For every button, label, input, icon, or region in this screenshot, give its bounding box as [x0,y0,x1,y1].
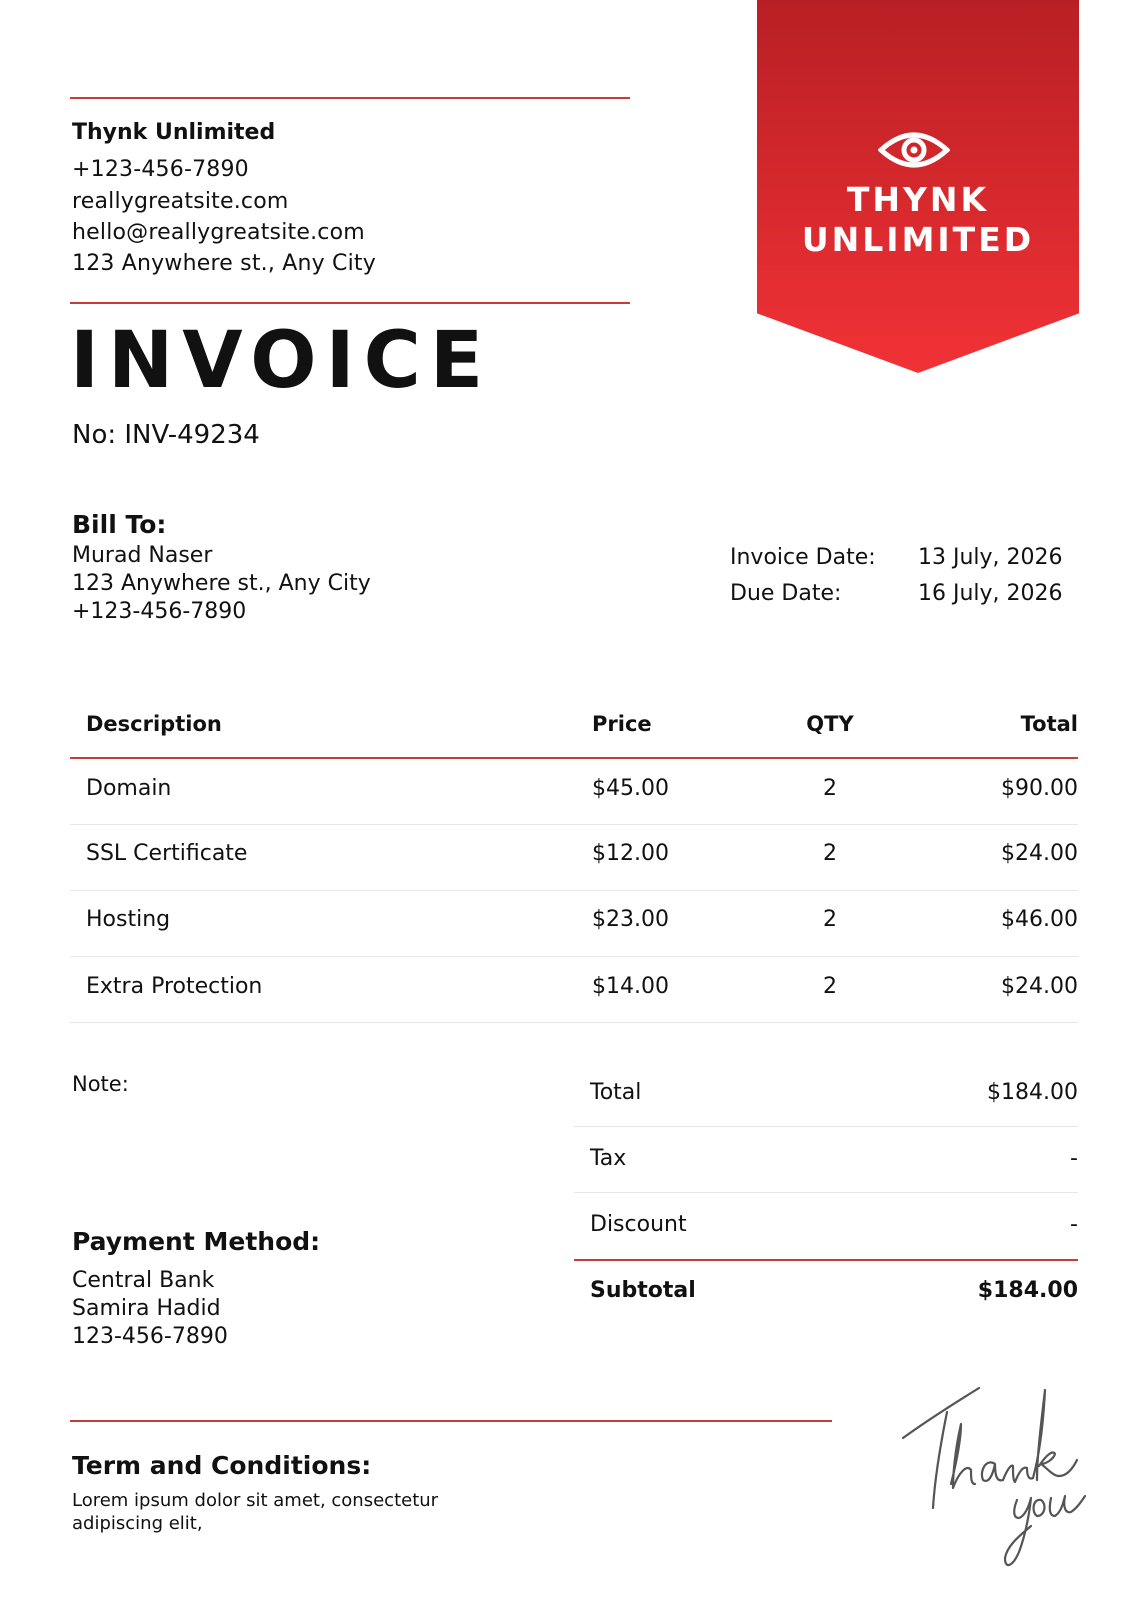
row-4-description: Extra Protection [86,974,263,999]
summary-total-label: Total [590,1080,642,1105]
banner-line-2: UNLIMITED [801,220,1035,259]
company-website: reallygreatsite.com [72,189,289,214]
summary-discount-label: Discount [590,1212,687,1237]
terms-heading: Term and Conditions: [72,1451,372,1480]
due-date-value: 16 July, 2026 [918,581,1063,606]
invoice-date-label: Invoice Date: [730,545,876,570]
company-address: 123 Anywhere st., Any City [72,251,376,276]
row-2-description: SSL Certificate [86,841,248,866]
summary-subtotal-value: $184.00 [977,1278,1078,1303]
payment-bank: Central Bank [72,1268,215,1293]
header-qty: QTY [806,712,854,736]
summary-tax-label: Tax [590,1146,627,1171]
row-divider [70,1022,1078,1023]
summary-divider [574,1126,1078,1127]
row-divider [70,956,1078,957]
terms-divider [70,1420,832,1422]
row-2-price: $12.00 [592,841,669,866]
bill-to-heading: Bill To: [72,510,167,539]
summary-subtotal-label: Subtotal [590,1278,696,1303]
invoice-title: INVOICE [70,316,493,406]
company-divider [70,302,630,304]
subtotal-divider [574,1259,1078,1261]
row-3-price: $23.00 [592,907,669,932]
bill-to-name: Murad Naser [72,543,213,568]
row-1-description: Domain [86,776,172,801]
bill-to-address: 123 Anywhere st., Any City [72,571,371,596]
company-name: Thynk Unlimited [72,120,276,145]
header-description: Description [86,712,222,736]
table-header-divider [70,757,1078,759]
thank-you-signature [895,1380,1095,1580]
header-price: Price [592,712,652,736]
row-2-total: $24.00 [1001,841,1078,866]
row-4-qty: 2 [823,974,837,999]
terms-text: Lorem ipsum dolor sit amet, consectetur adipiscing elit, [72,1490,439,1534]
company-phone: +123-456-7890 [72,157,249,182]
payment-name: Samira Hadid [72,1296,221,1321]
banner-line-1: THYNK [846,180,990,219]
summary-total-value: $184.00 [987,1080,1078,1105]
row-3-qty: 2 [823,907,837,932]
row-divider [70,824,1078,825]
summary-divider [574,1192,1078,1193]
invoice-number: No: INV-49234 [72,420,260,450]
row-4-total: $24.00 [1001,974,1078,999]
row-3-total: $46.00 [1001,907,1078,932]
row-1-price: $45.00 [592,776,669,801]
invoice-date-value: 13 July, 2026 [918,545,1063,570]
payment-account: 123-456-7890 [72,1324,228,1349]
row-1-qty: 2 [823,776,837,801]
row-divider [70,890,1078,891]
row-2-qty: 2 [823,841,837,866]
bill-to-phone: +123-456-7890 [72,599,247,624]
summary-discount-value: - [1070,1212,1078,1237]
note-label: Note: [72,1072,129,1096]
row-3-description: Hosting [86,907,171,932]
eye-icon [878,128,950,172]
row-1-total: $90.00 [1001,776,1078,801]
company-email: hello@reallygreatsite.com [72,220,365,245]
top-divider [70,97,630,99]
due-date-label: Due Date: [730,581,842,606]
payment-heading: Payment Method: [72,1227,321,1256]
header-total: Total [1020,712,1078,736]
row-4-price: $14.00 [592,974,669,999]
summary-tax-value: - [1070,1146,1078,1171]
